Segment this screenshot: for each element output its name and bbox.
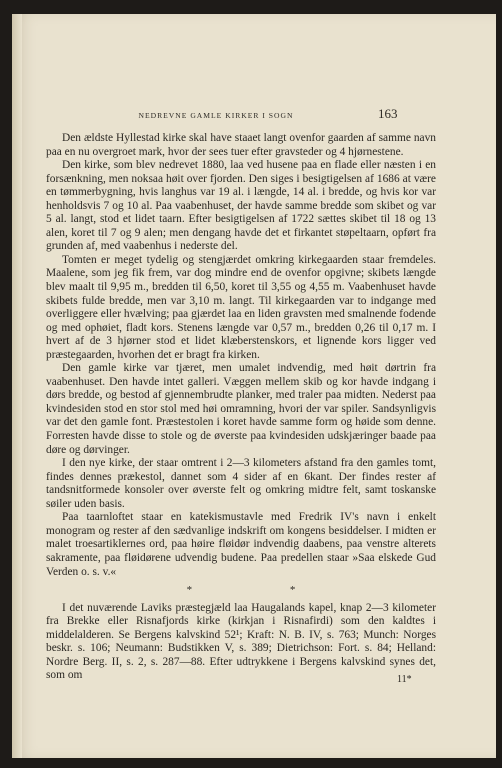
paragraph: Den gamle kirke var tjæret, men umalet indvendig, med høit dørtrin fra vaabenhuset. Den havde intet galleri. Væggen mellem skib og kor havde indgang i dørs bredde, og bestod af gjennembrudte planker, med traler paa midten. Nederst paa kvindesiden stod en stor stol med høi omramning, hvori der var spiler. Sandsynligvis var det den gamle font. Præstestolen i koret havde samme form og høide som denne. Forresten havde disse to stole og de øverste paa kvindesiden udskjæringer baade paa døre og dørvinger.	[46, 362, 436, 456]
book-page	[12, 14, 496, 758]
page-gutter	[12, 14, 22, 758]
signature-mark: 11*	[397, 674, 412, 685]
page-number: 163	[378, 106, 398, 121]
section-divider: * *	[186, 584, 296, 597]
paragraph: Den kirke, som blev nedrevet 1880, laa ved husene paa en flade eller næsten i en forsænkning, men noksaa høit over fjorden. Den siges i besigtigelsen af 1686 at være en tømmerbygning, hvis langhus var 19 al. i længde, 14 al. i bredde, og hvis kor var henholdsvis 7 og 10 al. Paa vaabenhuset, der havde samme bredde som skibet og var 5 al. langt, stod et lidet taarn. Efter besigtigelsen af 1722 sættes skibet til 18 og 13 alen, koret til 7 og 9 alen; men dengang havde det et firkantet støpeltaarn, opført fra grunden af, med vaabenhus i nederste del.	[46, 159, 436, 253]
body-text	[46, 132, 436, 683]
paragraph: I det nuværende Laviks præstegjæld laa Haugalands kapel, knap 2—3 kilometer fra Brekke eller Risnafjords kirke (kirkjan i Risnafirdi) som den kaldtes i middelalderen. Se Bergens kalvskind 52¹; Kraft: N. B. IV, s. 763; Munch: Norges beskr. s. 106; Neumann: Budstikken V, s. 389; Dietrichson: Fort. s. 84; Helland: Nordre Berg. II, s. 2, s. 287—88. Efter udtrykkene i Bergens kalvskind synes det, som om	[46, 601, 436, 682]
paragraph: Tomten er meget tydelig og stengjærdet omkring kirkegaarden staar fremdeles. Maalene, som jeg fik frem, var dog mindre end de ovenfor opgivne; skibets længde blev maalt til 9,95 m., bredden til 6,50, koret til 3,55 og 4,55 m. Vaabenhuset havde skibets fulde bredde, men var 3,10 m. langt. Til kirkegaarden var to indgange med overliggere eller hvælving; paa gjærdet laa en liden gravsten med smalnende fodende og med ophøiet, fladt kors. Stenens længde var 0,57 m., bredden 0,26 til 0,17 m. I hvert af de 3 hjørner stod et lidet klæberstenskors, et lignende kors ligger ved præstegaarden, hvorhen det er bragt fra kirken.	[46, 253, 436, 361]
paragraph: Den ældste Hyllestad kirke skal have staaet langt ovenfor gaarden af samme navn paa en nu overgroet mark, hvor der sees tuer efter gravsteder og 4 hjørnestene.	[46, 132, 436, 158]
paragraph: Paa taarnloftet staar en katekismustavle med Fredrik IV's navn i enkelt monogram og rester af den sædvanlige indskrift om kongens besiddelser. I midten er malet troesartiklernes ord, paa høire fløidør indvendig daabens, paa venstre alterets sakramente, paa fløidørene udvendig budene. Paa predellen staar »Saa elskede Gud Verden o. s. v.«	[46, 511, 436, 578]
running-header: NEDREVNE GAMLE KIRKER I SOGN	[138, 111, 294, 120]
paragraph: I den nye kirke, der staar omtrent i 2—3 kilometers afstand fra den gamles tomt, findes dennes prækestol, dannet som 4 sider af en 6kant. Der findes rester af tandsnitformede konsoler over øverste felt og omkring midtre felt, samt toskanske søiler uden basis.	[46, 457, 436, 510]
